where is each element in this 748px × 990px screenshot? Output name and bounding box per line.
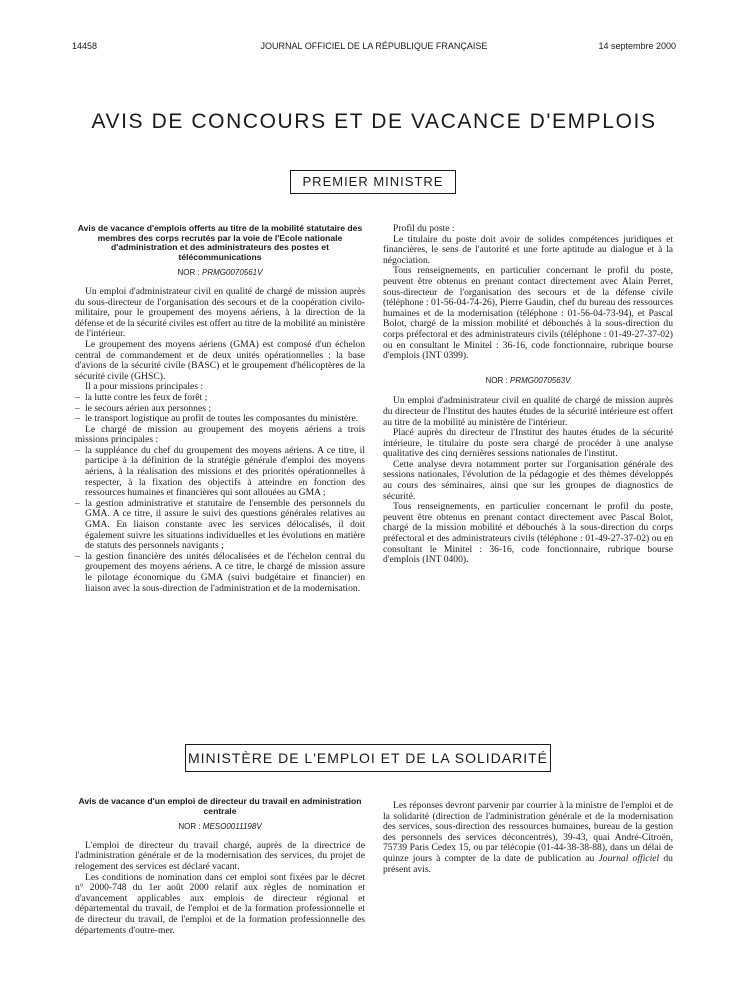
section-heading-emploi-solidarite: MINISTÈRE DE L'EMPLOI ET DE LA SOLIDARITÉ [185, 744, 551, 772]
nor-code: MESO0011198V [202, 822, 262, 832]
list-item: – la suppléance du chef du groupement des moyens aériens. A ce titre, il participe à la définition de la stratégie générale d'emploi des moyens aériens, à la réalisation des missions et des priorités opérationnelles à respecter, à la fixation des objectifs à atteindre en fonction des ressources humaines et financières qui sont allouées au GMA ; [75, 446, 365, 499]
nor-code: PRMG0070561V [201, 268, 263, 278]
list-item: – la lutte contre les feux de forêt ; [75, 393, 365, 404]
list-item: – la gestion financière des unités délocalisées et de l'échelon central du groupement des moyens aériens. A ce titre, le chargé de mission assure le pilotage économique du GMA (suivi budgétaire et financier) en liaison avec la sous-direction de l'administration et de la modernisation. [75, 552, 365, 594]
journal-title: JOURNAL OFFICIEL DE LA RÉPUBLIQUE FRANÇAISE [260, 41, 488, 51]
paragraph: Les conditions de nomination dans cet emploi sont fixées par le décret n° 2000-748 du 1er août 2000 relatif aux règles de nomination et d'avancement applicables aux emplois de directeur régional et départemental du travail, de l'emploi et de la formation professionnelle et de directeur du travail, de l'emploi et de la formation professionnelle des départements d'outre-mer. [75, 871, 365, 936]
article-title: Avis de vacance d'emplois offerts au titre de la mobilité statutaire des membres des corps recrutés par la voie de l'Ecole nationale d'administration et des administrateurs des postes et télécommunications [77, 223, 363, 262]
column-left-2 [75, 797, 365, 936]
list-item: – la gestion administrative et statutaire de l'ensemble des personnels du GMA. A ce titre, il assure le suivi des questions générales relatives au GMA. En liaison constante avec les services délocalisés, il doit également suivre les situations individuelles et les évolutions en matière de statuts des personnels navigants ; [75, 499, 365, 552]
column-right-2 [383, 797, 673, 875]
paragraph-text: du présent avis. [383, 852, 673, 875]
nor-reference [75, 822, 365, 833]
paragraph: Il a pour missions principales : [85, 381, 204, 393]
nor-code: PRMG0070563V [509, 375, 571, 385]
paragraph: Cette analyse devra notamment porter sur l'organisation générale des sessions nationales, l'évolution de la pédagogie et des thèmes développés au cours des séminaires, ainsi que sur les groupes de diagnostics de sécurité. [383, 458, 673, 502]
paragraph: Profil du poste : [393, 223, 455, 234]
paragraph: Placé auprès du directeur de l'Institut des hautes études de la sécurité intérieure, le titulaire du poste sera chargé de procéder à une analyse qualitative des cinq dernières sessions nationales de l'institut. [383, 427, 673, 460]
list-item: – le secours aérien aux personnes ; [75, 404, 365, 415]
nor-reference [383, 376, 673, 387]
nor-label: NOR : [177, 268, 200, 278]
tasks-list [75, 446, 365, 594]
section-heading-premier-ministre: PREMIER MINISTRE [290, 170, 456, 194]
paragraph: Un emploi d'administrateur civil en qualité de chargé de mission auprès du sous-directeur de l'organisation des secours et de la coopération civilo-militaire, pour le groupement des moyens aériens, à la direction de la défense et de la sécurité civiles est offert au titre de la mobilité au ministère de l'intérieur. [75, 285, 365, 340]
nor-label: NOR : [178, 822, 201, 832]
paragraph: L'emploi de directeur du travail chargé, auprès de la directrice de l'administration générale et de la modernisation des services, du projet de relogement des services est déclaré vacant. [75, 839, 365, 872]
page-title: AVIS DE CONCOURS ET DE VACANCE D'EMPLOIS [91, 110, 657, 133]
column-left-1 [75, 224, 365, 594]
list-item: – le transport logistique au profit de toutes les composantes du ministère. [75, 414, 365, 425]
column-right-1 [383, 224, 673, 566]
paragraph-text: Les réponses devront parvenir par courrier à la ministre de l'emploi et de la solidarité (direction de l'administration générale et de la modernisation des services, sous-direction des ressources humaines, bureau de la gestion des personnels des services déconcentrés), 39-43, quai André-Citroën, 75739 Paris Cedex 15, ou par télécopie (01-44-38-38-88), dans un délai de quinze jours à compter de la date de publication au [383, 800, 673, 864]
article-title: Avis de vacance d'un emploi de directeur du travail en administration centrale [78, 796, 362, 816]
paragraph: Tous renseignements, en particulier concernant le profil du poste, peuvent être obtenus en prenant contact directement avec Alain Perret, sous-directeur de l'organisation des secours et de la défense civile (téléphone : 01-56-04-74-26), Pierre Gaudin, chef du bureau des ressources humaines et de la modernisation (téléphone : 01-56-04-73-94), et Pascal Bolot, chargé de la mission mobilité et débouchés à la sous-direction du corps préfectoral et des administrateurs civils (téléphone : 01-49-27-37-02) ou en consultant le Minitel : 36-16, code fonctionnaire, rubrique bourse d'emplois (INT 0399). [383, 265, 673, 362]
publication-date: 14 septembre 2000 [598, 41, 676, 51]
nor-reference [75, 268, 365, 279]
page-number: 14458 [72, 41, 98, 51]
missions-list [75, 393, 365, 425]
nor-label: NOR : [485, 375, 508, 385]
paragraph: Le groupement des moyens aériens (GMA) est composé d'un échelon central de commandement et de deux unités opérationnelles : la base d'avions de la sécurité civile (BASC) et le groupement d'hélicoptères de la sécurité civile (GHSC). [75, 338, 365, 382]
paragraph: Tous renseignements, en particulier concernant le profil du poste, peuvent être obtenus en prenant contact directement avec Pascal Bolot, chargé de la mission mobilité et débouchés à la sous-direction du corps préfectoral et des administrateurs civils (téléphone : 01-49-27-37-02) ou en consultant le Minitel : 36-16, code fonctionnaire, rubrique bourse d'emplois (INT 0400). [383, 501, 673, 566]
paragraph: Un emploi d'administrateur civil en qualité de chargé de mission auprès du directeur de l'Institut des hautes études de la sécurité intérieure est offert au titre de la mobilité au ministère de l'intérieur. [383, 395, 673, 428]
paragraph: Le chargé de mission au groupement des moyens aériens a trois missions principales : [75, 423, 365, 446]
paragraph: Le titulaire du poste doit avoir de solides compétences juridiques et financières, le sens de l'autorité et une forte aptitude au dialogue et à la négociation. [383, 233, 673, 266]
paragraph [383, 801, 673, 875]
journal-reference: Journal officiel [598, 852, 660, 864]
